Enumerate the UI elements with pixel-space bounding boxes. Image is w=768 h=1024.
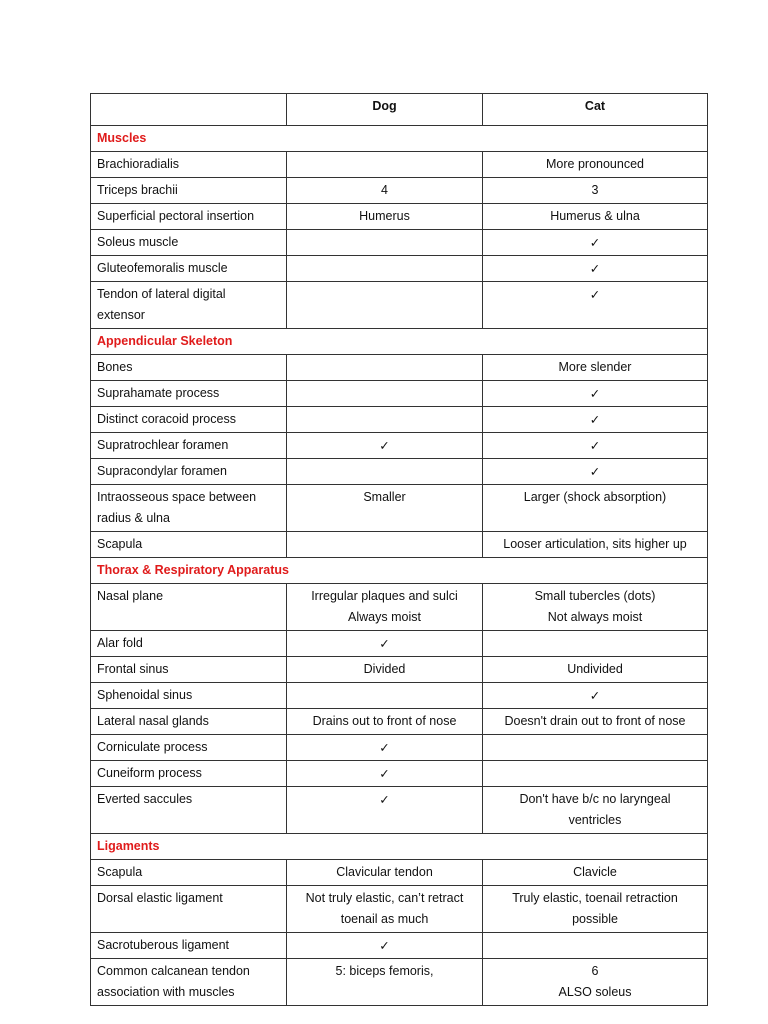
row-label: Bones [91, 355, 287, 381]
cat-cell: Larger (shock absorption) [483, 485, 708, 532]
table-row [91, 282, 708, 329]
table-row [91, 407, 708, 433]
dog-cell [287, 152, 483, 178]
row-label: Everted saccules [91, 787, 287, 834]
row-label: Distinct coracoid process [91, 407, 287, 433]
row-label: Tendon of lateral digital extensor [91, 282, 287, 329]
row-label: Brachioradialis [91, 152, 287, 178]
cat-cell: 6 ALSO soleus [483, 959, 708, 1006]
table-row [91, 433, 708, 459]
dog-cell: 4 [287, 178, 483, 204]
row-label: Suprahamate process [91, 381, 287, 407]
dog-check-icon: ✓ [287, 787, 483, 834]
cat-check-icon: ✓ [483, 256, 708, 282]
table-row [91, 204, 708, 230]
row-label: Corniculate process [91, 735, 287, 761]
row-label: Dorsal elastic ligament [91, 886, 287, 933]
table-row [91, 761, 708, 787]
table-row [91, 860, 708, 886]
row-label: Triceps brachii [91, 178, 287, 204]
cat-check-icon: ✓ [483, 433, 708, 459]
dog-cell: Drains out to front of nose [287, 709, 483, 735]
section-thorax-respiratory: Thorax & Respiratory Apparatus [91, 558, 708, 584]
row-label: Cuneiform process [91, 761, 287, 787]
table-row [91, 709, 708, 735]
table-row [91, 959, 708, 1006]
dog-cell: Divided [287, 657, 483, 683]
section-row [91, 126, 708, 152]
section-muscles: Muscles [91, 126, 708, 152]
cat-check-icon: ✓ [483, 230, 708, 256]
cat-cell: More pronounced [483, 152, 708, 178]
row-label: Supracondylar foramen [91, 459, 287, 485]
row-label: Frontal sinus [91, 657, 287, 683]
dog-cell: Clavicular tendon [287, 860, 483, 886]
table-row [91, 933, 708, 959]
dog-check-icon: ✓ [287, 933, 483, 959]
table-row [91, 787, 708, 834]
cat-cell: Doesn't drain out to front of nose [483, 709, 708, 735]
cat-check-icon: ✓ [483, 381, 708, 407]
dog-cell [287, 532, 483, 558]
cat-check-icon: ✓ [483, 683, 708, 709]
row-label: Nasal plane [91, 584, 287, 631]
row-label: Intraosseous space between radius & ulna [91, 485, 287, 532]
cat-cell: Truly elastic, toenail retraction possible [483, 886, 708, 933]
row-label: Scapula [91, 532, 287, 558]
section-ligaments: Ligaments [91, 834, 708, 860]
cat-cell: 3 [483, 178, 708, 204]
header-row [91, 94, 708, 126]
table-row [91, 355, 708, 381]
cat-cell: Clavicle [483, 860, 708, 886]
table-row [91, 230, 708, 256]
table-row [91, 459, 708, 485]
dog-cell [287, 381, 483, 407]
table-row [91, 584, 708, 631]
header-blank [91, 94, 287, 126]
table-row [91, 532, 708, 558]
row-label: Common calcanean tendon association with muscles [91, 959, 287, 1006]
dog-cell [287, 683, 483, 709]
row-label: Alar fold [91, 631, 287, 657]
header-dog: Dog [287, 94, 483, 126]
row-label: Gluteofemoralis muscle [91, 256, 287, 282]
table-row [91, 381, 708, 407]
dog-cell [287, 407, 483, 433]
row-label: Superficial pectoral insertion [91, 204, 287, 230]
row-label: Supratrochlear foramen [91, 433, 287, 459]
comparison-table [90, 93, 708, 1006]
table-row [91, 657, 708, 683]
dog-cell: Smaller [287, 485, 483, 532]
dog-cell: Humerus [287, 204, 483, 230]
section-row [91, 329, 708, 355]
dog-check-icon: ✓ [287, 433, 483, 459]
dog-cell: Irregular plaques and sulci Always moist [287, 584, 483, 631]
dog-cell [287, 459, 483, 485]
cat-cell: Don't have b/c no laryngeal ventricles [483, 787, 708, 834]
dog-cell [287, 355, 483, 381]
section-row [91, 558, 708, 584]
cat-cell: Humerus & ulna [483, 204, 708, 230]
section-row [91, 834, 708, 860]
dog-cell: 5: biceps femoris, [287, 959, 483, 1006]
cat-cell: More slender [483, 355, 708, 381]
header-cat: Cat [483, 94, 708, 126]
table-row [91, 178, 708, 204]
dog-cell [287, 282, 483, 329]
cat-check-icon: ✓ [483, 407, 708, 433]
table-row [91, 683, 708, 709]
dog-cell [287, 256, 483, 282]
cat-cell [483, 735, 708, 761]
dog-cell: Not truly elastic, can’t retract toenail as much [287, 886, 483, 933]
cat-cell [483, 761, 708, 787]
cat-cell [483, 631, 708, 657]
table-row [91, 152, 708, 178]
table-row [91, 256, 708, 282]
table-row [91, 735, 708, 761]
cat-check-icon: ✓ [483, 282, 708, 329]
row-label: Lateral nasal glands [91, 709, 287, 735]
table-row [91, 631, 708, 657]
table-row [91, 886, 708, 933]
cat-check-icon: ✓ [483, 459, 708, 485]
row-label: Scapula [91, 860, 287, 886]
section-appendicular-skeleton: Appendicular Skeleton [91, 329, 708, 355]
row-label: Sphenoidal sinus [91, 683, 287, 709]
cat-cell: Small tubercles (dots) Not always moist [483, 584, 708, 631]
cat-cell: Looser articulation, sits higher up [483, 532, 708, 558]
cat-cell [483, 933, 708, 959]
dog-check-icon: ✓ [287, 735, 483, 761]
dog-check-icon: ✓ [287, 631, 483, 657]
dog-cell [287, 230, 483, 256]
dog-check-icon: ✓ [287, 761, 483, 787]
row-label: Soleus muscle [91, 230, 287, 256]
cat-cell: Undivided [483, 657, 708, 683]
row-label: Sacrotuberous ligament [91, 933, 287, 959]
table-row [91, 485, 708, 532]
